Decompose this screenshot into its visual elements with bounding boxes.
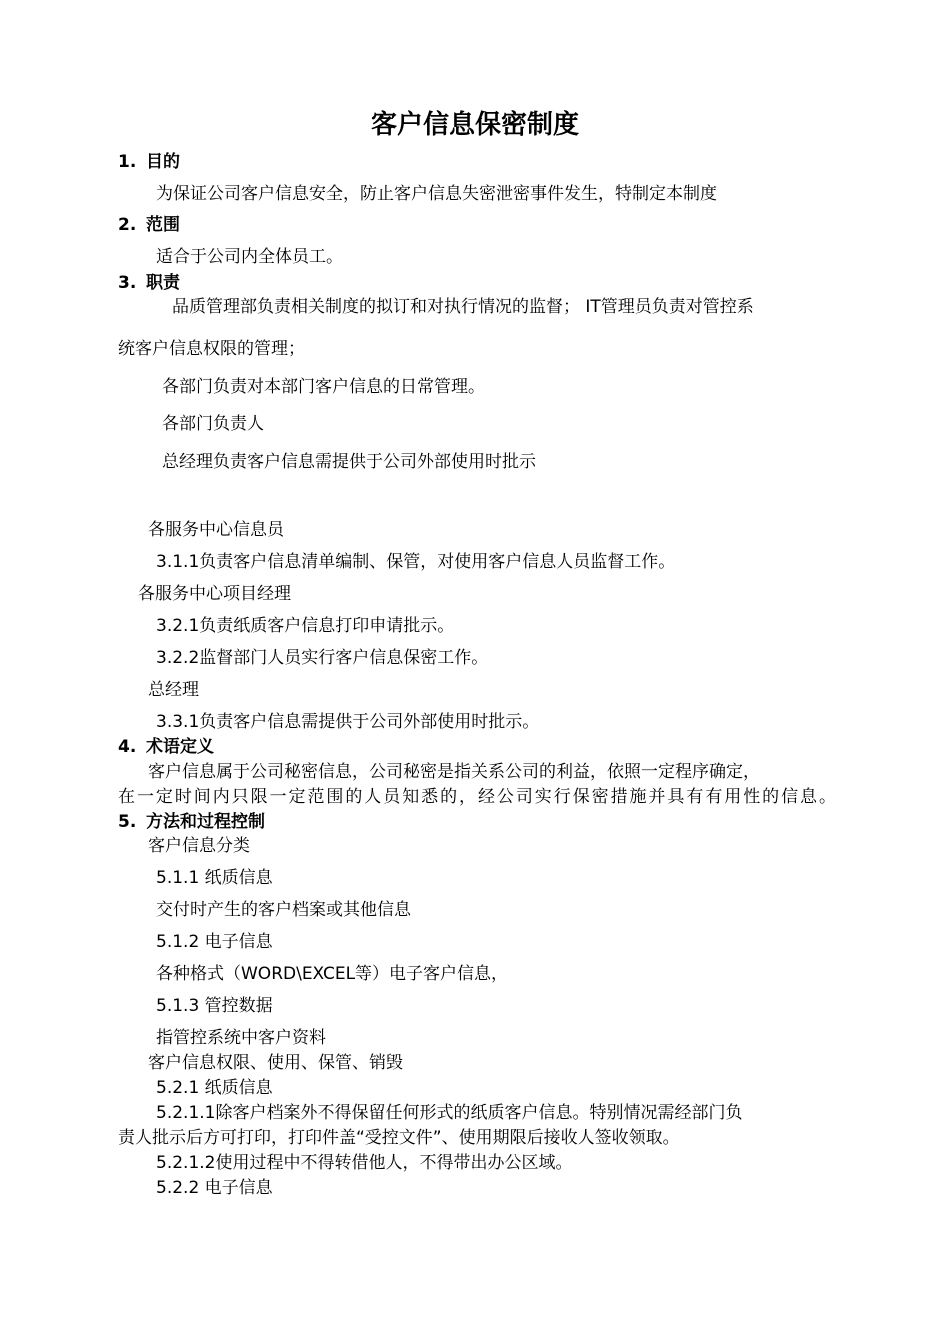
section-number: 3. <box>118 273 137 293</box>
paragraph-line: 各服务中心信息员 <box>148 520 284 540</box>
page-title: 客户信息保密制度 <box>370 110 579 140</box>
paragraph-line: 3.2.2监督部门人员实行客户信息保密工作。 <box>156 648 489 668</box>
paragraph-line: 客户信息属于公司秘密信息，公司秘密是指关系公司的利益，依照一定程序确定， <box>148 762 760 782</box>
paragraph-line: 各服务中心项目经理 <box>138 584 291 604</box>
paragraph-line: 5.1.2 电子信息 <box>156 932 273 952</box>
section-heading <box>118 736 214 758</box>
paragraph-line: 5.1.1 纸质信息 <box>156 868 273 888</box>
paragraph-line: 3.2.1负责纸质客户信息打印申请批示。 <box>156 616 455 636</box>
paragraph-line: 指管控系统中客户资料 <box>156 1028 326 1048</box>
paragraph-line: 适合于公司内全体员工。 <box>156 247 343 267</box>
paragraph-line: 各部门负责对本部门客户信息的日常管理。 <box>162 377 485 397</box>
section-heading <box>118 214 180 236</box>
paragraph-line: 5.2.1.1除客户档案外不得保留任何形式的纸质客户信息。特别情况需经部门负 <box>156 1103 743 1123</box>
section-heading <box>118 151 180 173</box>
paragraph-line: 总经理负责客户信息需提供于公司外部使用时批示 <box>162 452 536 472</box>
paragraph-line: 3.1.1负责客户信息清单编制、保管，对使用客户信息人员监督工作。 <box>156 552 676 572</box>
paragraph-line: 各种格式（WORD\EXCEL等）电子客户信息， <box>156 964 509 984</box>
paragraph-line: 5.1.3 管控数据 <box>156 996 273 1016</box>
paragraph-line: 5.2.1 纸质信息 <box>156 1078 273 1098</box>
section-number: 2. <box>118 215 137 235</box>
paragraph-line: 品质管理部负责相关制度的拟订和对执行情况的监督； IT管理员负责对管控系 <box>172 297 754 317</box>
paragraph-line: 责人批示后方可打印，打印件盖“受控文件”、使用期限后接收人签收领取。 <box>118 1128 680 1148</box>
section-heading <box>118 811 265 833</box>
paragraph-line: 总经理 <box>148 680 199 700</box>
paragraph-line: 客户信息权限、使用、保管、销毁 <box>148 1053 403 1073</box>
section-title: 职责 <box>146 273 180 293</box>
section-title: 方法和过程控制 <box>146 812 265 832</box>
paragraph-line: 客户信息分类 <box>148 836 250 856</box>
paragraph-line: 各部门负责人 <box>162 414 264 434</box>
section-number: 1. <box>118 152 137 172</box>
section-title: 目的 <box>146 152 180 172</box>
paragraph-line: 交付时产生的客户档案或其他信息 <box>156 900 411 920</box>
paragraph-line: 为保证公司客户信息安全，防止客户信息失密泄密事件发生，特制定本制度 <box>156 184 717 204</box>
section-heading <box>118 272 180 294</box>
section-title: 范围 <box>146 215 180 235</box>
paragraph-line: 3.3.1负责客户信息需提供于公司外部使用时批示。 <box>156 712 540 732</box>
section-number: 5. <box>118 812 137 832</box>
paragraph-line: 统客户信息权限的管理； <box>118 339 305 359</box>
paragraph-line: 在一定时间内只限一定范围的人员知悉的，经公司实行保密措施并具有有用性的信息。 <box>118 787 836 807</box>
section-title: 术语定义 <box>146 737 214 757</box>
section-number: 4. <box>118 737 137 757</box>
paragraph-line: 5.2.2 电子信息 <box>156 1178 273 1198</box>
paragraph-line: 5.2.1.2使用过程中不得转借他人，不得带出办公区域。 <box>156 1153 573 1173</box>
